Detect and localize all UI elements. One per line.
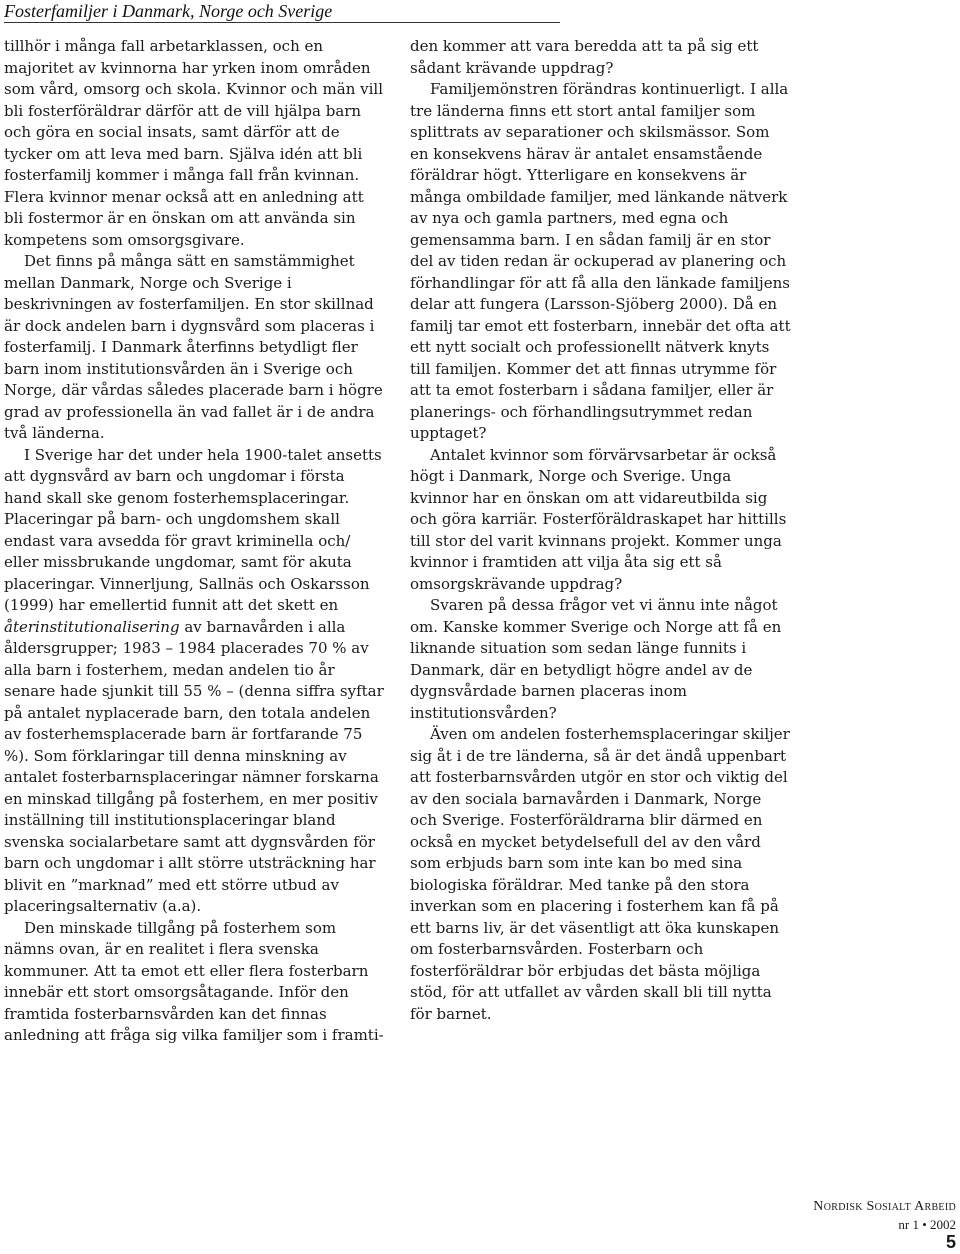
- paragraph-text: av barnavården i alla åldersgrupper; 1983 – 1984 placerades 70 % av alla barn i fosterhem, medan andelen tio år senare hade sjunkit till 55 % – (denna siffra syftar på antalet nyplacerade barn, den totala andelen av fosterhemsplacerade barn är fortfarande 75 %). Som förklaringar till denna minskning av antalet fosterbarnsplaceringar nämner forskarna en minskad tillgång på fosterhem, en mer positiv inställning till institutionsplaceringar bland svenska socialarbetare samt att dygnsvården för barn och ungdomar i allt större utsträckning har blivit en ”marknad” med ett större utbud av placeringsalternativ (a.a).: [4, 617, 384, 915]
- paragraph: Den minskade tillgång på fosterhem som nämns ovan, är en realitet i flera svenska kommuner. Att ta emot ett eller flera fosterbarn innebär ett stort omsorgsåtagande. Inför den framtida fosterbarnsvården kan det finnas anledning att fråga sig vilka familjer som i framti-: [4, 918, 384, 1044]
- paragraph: [4, 445, 384, 918]
- issue-label: nr 1 • 2002: [898, 1217, 956, 1232]
- paragraph: den kommer att vara beredda att ta på sig ett sådant krävande uppdrag?: [410, 37, 759, 77]
- paragraph: tillhör i många fall arbetarklassen, och en majoritet av kvinnorna har yrken inom områden som vård, omsorg och skola. Kvinnor och män vill bli fosterföräldrar därför att de vill hjälpa barn och göra en social insats, samt därför att de tycker om att leva med barn. Själva idén att bli fosterfamilj kommer i många fall från kvinnan. Flera kvinnor menar också att en anledning att bli fostermor är en önskan om att använda sin kompetens som omsorgsgivare.: [4, 37, 384, 249]
- italic-term: återinstitutionalisering: [4, 617, 180, 636]
- header-rule: [4, 22, 560, 23]
- page-number: 5: [945, 1232, 956, 1252]
- paragraph: Även om andelen fosterhemsplaceringar skiljer sig åt i de tre länderna, så är det ändå uppenbart att fosterbarnsvården utgör en stor och viktig del av den sociala barnavården i Danmark, Norge och Sverige. Fosterföräldrarna blir därmed en också en mycket betydelsefull del av den vård som erbjuds barn som inte kan bo med sina biologiska föräldrar. Med tanke på den stora inverkan som en placering i fosterhem kan få på ett barns liv, är det väsentligt att öka kunskapen om fosterbarnsvården. Fosterbarn och fosterföräldrar bör erbjudas det bästa möjliga stöd, för att utfallet av vården skall bli till nytta för barnet.: [410, 725, 790, 1023]
- paragraph: Svaren på dessa frågor vet vi ännu inte något om. Kanske kommer Sverige och Norge att få en liknande situation som sedan länge funnits i Danmark, där en betydligt högre andel av de dygnsvårdade barnen placeras inom institutionsvården?: [410, 596, 782, 722]
- right-column: [410, 36, 792, 1025]
- running-title: Fosterfamiljer i Danmark, Norge och Sverige: [4, 1, 333, 21]
- paragraph: Antalet kvinnor som förvärvsarbetar är också högt i Danmark, Norge och Sverige. Unga kvinnor har en önskan om att vidareutbilda sig och göra karriär. Fosterföräldraskapet har hittills till stor del varit kvinnans projekt. Kommer unga kvinnor i framtiden att vilja åta sig ett så omsorgskrävande uppdrag?: [410, 445, 787, 593]
- left-column: [4, 36, 384, 1047]
- paragraph: Det finns på många sätt en samstämmighet mellan Danmark, Norge och Sverige i beskrivningen av fosterfamiljen. En stor skillnad är dock andelen barn i dygnsvård som placeras i fosterfamilj. I Danmark återfinns betydligt fler barn inom institutionsvården än i Sverige och Norge, där vårdas således placerade barn i högre grad av professionella än vad fallet är i de andra två länderna.: [4, 252, 383, 442]
- paragraph: Familjemönstren förändras kontinuerligt. I alla tre länderna finns ett stort antal familjer som splittrats av separationer och skilsmässor. Som en konsekvens härav är antalet ensamstående föräldrar högt. Ytterligare en konsekvens är många ombildade familjer, med länkande nätverk av nya och gamla partners, med egna och gemensamma barn. I en sådan familj är en stor del av tiden redan är ockuperad av planering och förhandlingar för att få alla den länkade familjens delar att fungera (Larsson-Sjöberg 2000). Då en familj tar emot ett fosterbarn, innebär det ofta att ett nytt socialt och professionellt nätverk knyts till familjen. Kommer det att finnas utrymme för att ta emot fosterbarn i sådana familjer, eller är planerings- och förhandlingsutrymmet redan upptaget?: [410, 80, 791, 442]
- paragraph-text: I Sverige har det under hela 1900-talet ansetts att dygnsvård av barn och ungdomar i första hand skall ske genom fosterhemsplaceringar. Placeringar på barn- och ungdomshem skall endast vara avsedda för gravt kriminella och/ eller missbrukande ungdomar, samt för akuta placeringar. Vinnerljung, Sallnäs och Oskarsson (1999) har emellertid funnit att det skett en: [4, 445, 382, 614]
- journal-name: Nordisk Sosialt Arbeid: [813, 1199, 956, 1214]
